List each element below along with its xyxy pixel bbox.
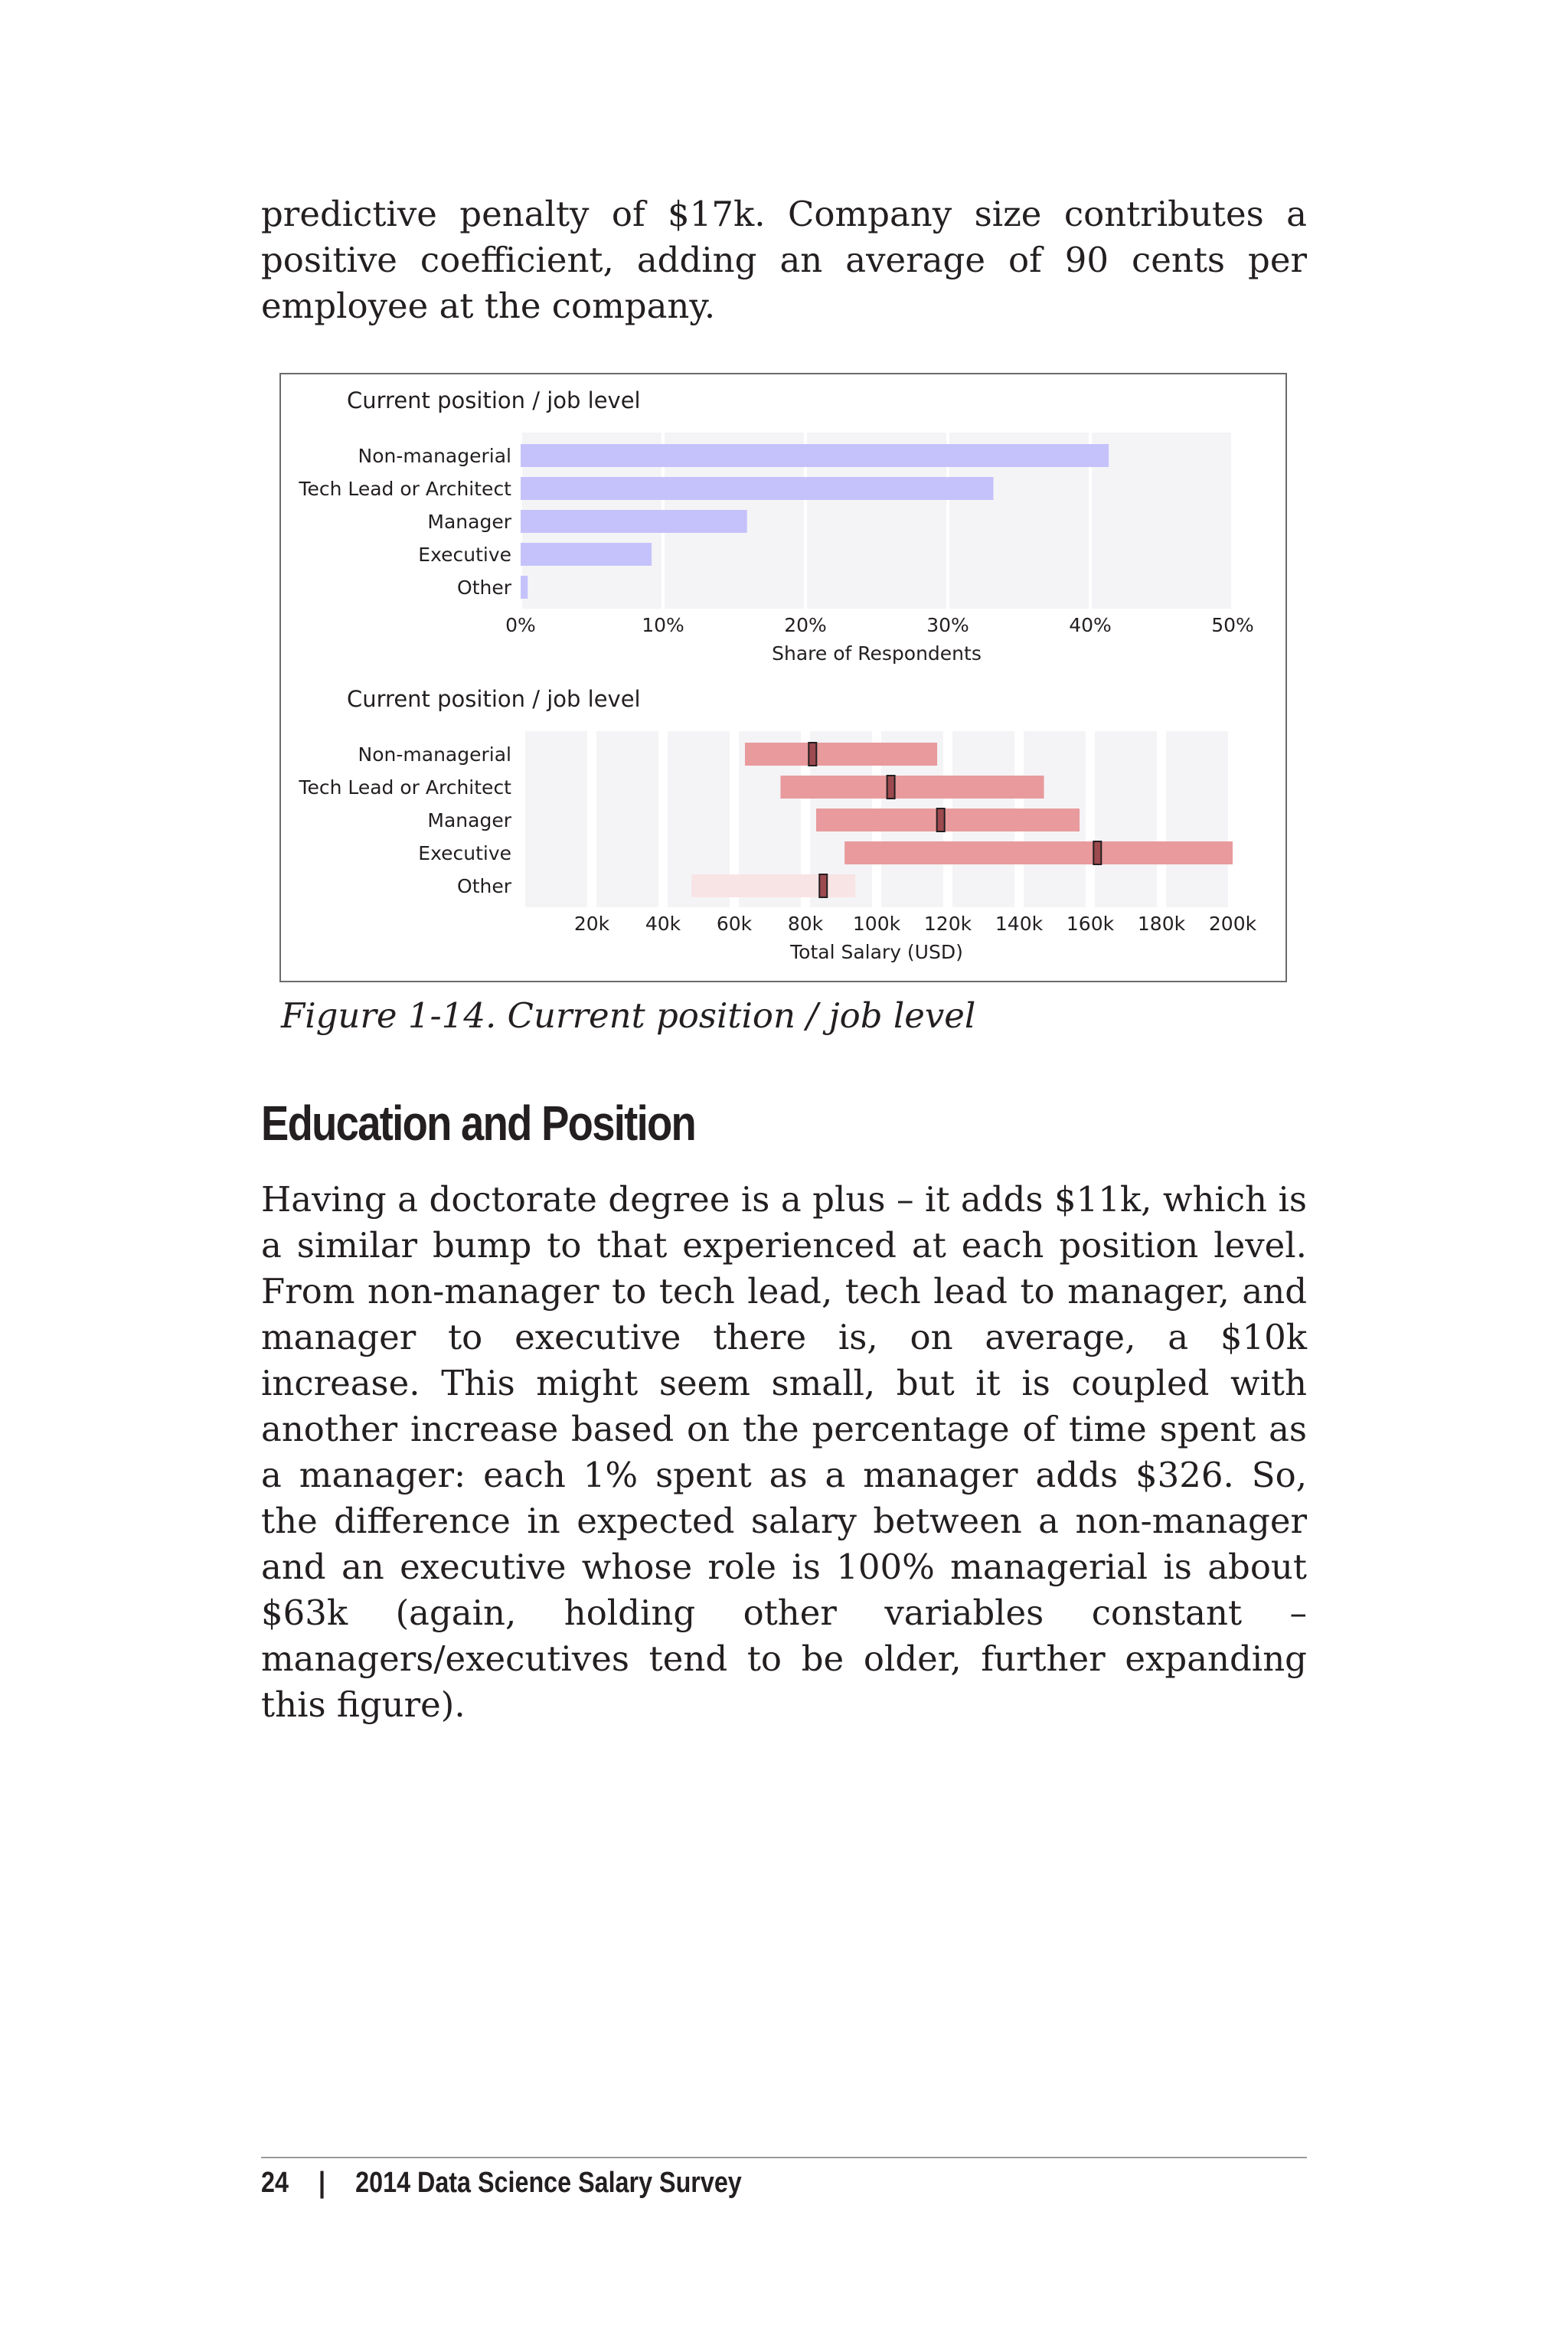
share-bar-tech-lead-or-architect: [521, 477, 994, 500]
salary-range-bar-manager: [816, 808, 1080, 831]
bottom-grid-band: [1095, 731, 1157, 907]
top-x-tick: 0%: [505, 614, 536, 636]
top-category-label: Tech Lead or Architect: [299, 478, 511, 500]
salary-range-bar-other: [691, 874, 855, 897]
bottom-chart-title: Current position / job level: [347, 686, 641, 712]
top-category-label: Manager: [427, 511, 511, 533]
bottom-chart-xlabel: Total Salary (USD): [790, 941, 963, 963]
bottom-grid-band: [525, 731, 587, 907]
section-paragraph: Having a doctorate degree is a plus – it adds $11k, which is a similar bump to that experienced at each position level. From non-manager to tech lead, tech lead to manager, and manager to executive there is, on average, a $10k increase. This might seem small, but it is coupled with another increase based on the percentage of time spent as a manager: each 1% spent as a manager adds $326. So, the difference in expected salary between a non-manager and an executive whose role is 100% managerial is about $63k (again, holding other variables constant – managers/executives tend to be older, further expanding this figure).: [261, 1179, 1307, 1725]
top-x-tick: 40%: [1069, 614, 1112, 636]
median-marker-other: [819, 874, 827, 897]
share-bar-executive: [521, 543, 652, 566]
top-grid-band: [1092, 433, 1231, 609]
bottom-x-tick: 160k: [1066, 913, 1115, 935]
bottom-x-tick: 20k: [573, 913, 610, 935]
top-chart-xlabel: Share of Respondents: [772, 642, 982, 665]
bottom-category-label: Tech Lead or Architect: [299, 776, 511, 799]
bottom-x-tick: 180k: [1137, 913, 1186, 935]
share-bar-other: [521, 576, 528, 599]
salary-range-bar-executive: [844, 841, 1233, 864]
figure-caption: Figure 1-14. Current position / job level: [281, 995, 976, 1036]
salary-range-bar-non-managerial: [745, 743, 937, 766]
figure-position-charts: [279, 373, 1287, 982]
share-bar-non-managerial: [521, 444, 1109, 467]
share-bar-manager: [521, 510, 747, 533]
median-marker-executive: [1093, 841, 1101, 864]
intro-paragraph: predictive penalty of $17k. Company size contributes a positive coefficient, adding an average of 90 cents per employee at the company.: [261, 194, 1307, 326]
bottom-x-tick: 60k: [716, 913, 753, 935]
top-category-label: Non-managerial: [358, 445, 511, 467]
top-x-tick: 50%: [1211, 614, 1254, 636]
book-title: 2014 Data Science Salary Survey: [355, 2167, 742, 2199]
footer-rule: [261, 2157, 1307, 2158]
top-x-tick: 20%: [784, 614, 827, 636]
bottom-x-tick: 140k: [995, 913, 1044, 935]
bottom-x-tick: 80k: [787, 913, 824, 935]
median-marker-tech-lead-or-architect: [887, 776, 895, 799]
bottom-x-tick: 200k: [1208, 913, 1257, 935]
section-heading: Education and Position: [261, 1096, 696, 1151]
bottom-category-label: Other: [457, 875, 511, 897]
median-marker-manager: [937, 808, 945, 831]
footer-separator: |: [318, 2167, 326, 2199]
bottom-category-label: Non-managerial: [358, 743, 511, 766]
bottom-category-label: Executive: [418, 842, 511, 864]
bottom-x-tick: 40k: [645, 913, 681, 935]
top-x-tick: 10%: [642, 614, 684, 636]
median-marker-non-managerial: [808, 743, 816, 766]
bottom-grid-band: [596, 731, 658, 907]
page-footer: [261, 2167, 742, 2200]
top-chart-title: Current position / job level: [347, 387, 641, 413]
top-category-label: Other: [457, 577, 511, 599]
salary-range-bar-tech-lead-or-architect: [780, 776, 1044, 799]
top-x-tick: 30%: [926, 614, 969, 636]
top-category-label: Executive: [418, 544, 511, 566]
chart-canvas: [281, 374, 1289, 984]
bottom-category-label: Manager: [427, 809, 511, 831]
bottom-x-tick: 100k: [852, 913, 901, 935]
bottom-x-tick: 120k: [923, 913, 972, 935]
bottom-grid-band: [1166, 731, 1228, 907]
page-number: 24: [261, 2167, 289, 2199]
